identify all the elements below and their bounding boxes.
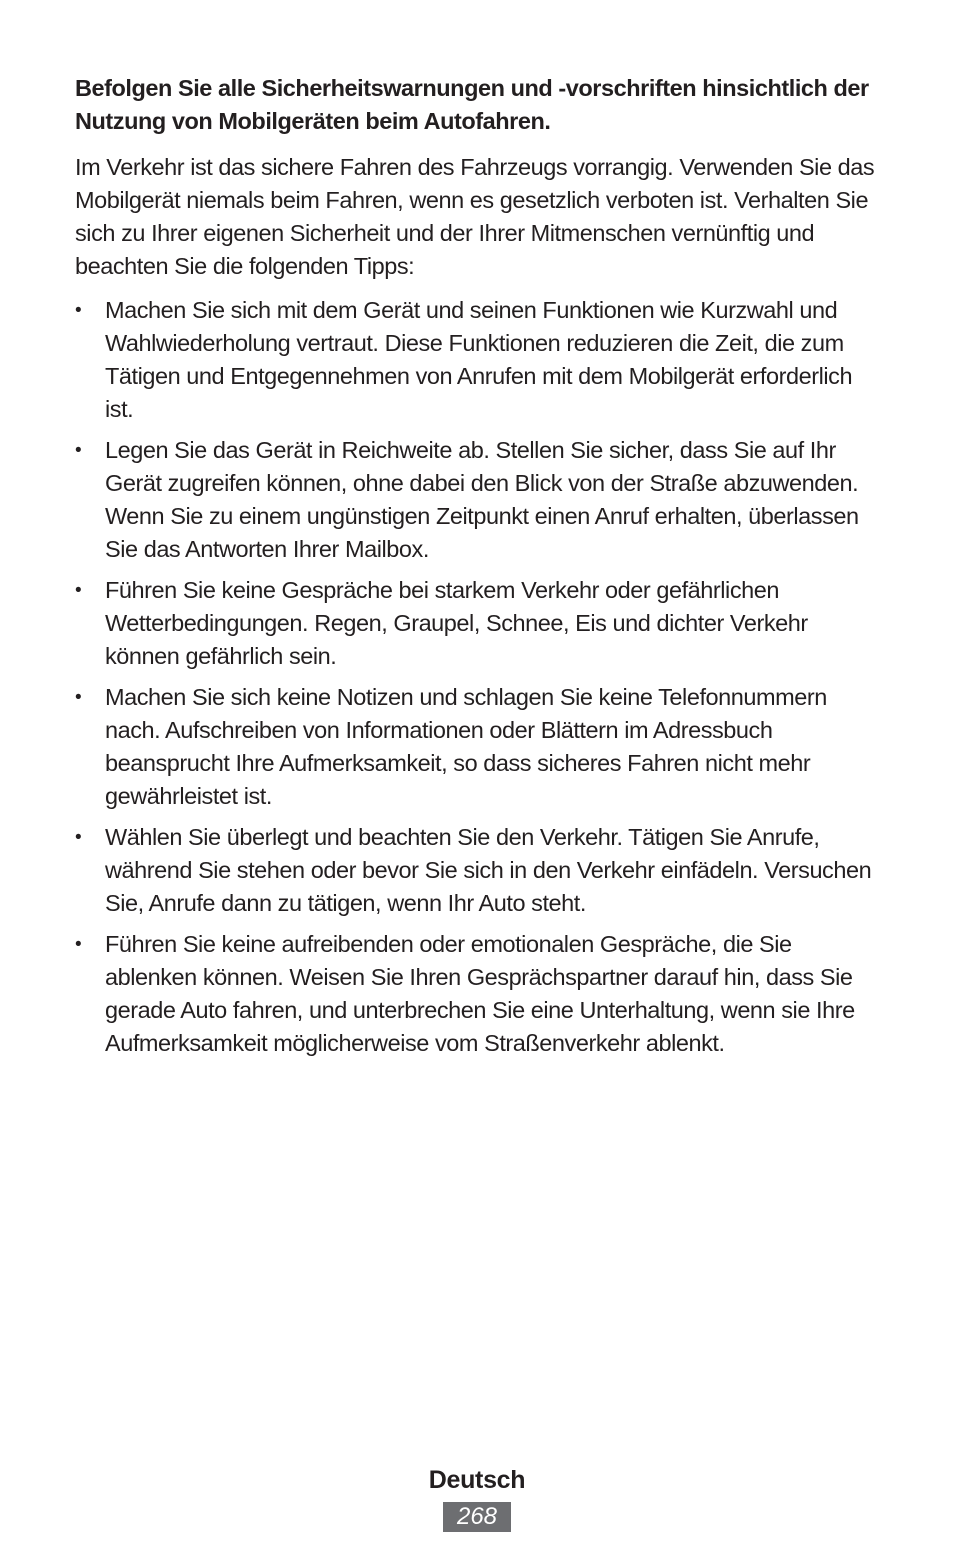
list-item-text: Machen Sie sich keine Notizen und schlagen Sie keine Telefonnummern nach. Aufschreiben von Informationen oder Blättern im Adressbuch beansprucht Ihre Aufmerksamkeit, so dass sicheres Fahren nicht mehr gewährleistet ist. <box>105 684 827 809</box>
section-heading: Befolgen Sie alle Sicherheitswarnungen und -vorschriften hinsichtlich der Nutzung von Mobilgeräten beim Autofahren. <box>75 75 869 134</box>
list-item <box>75 294 875 426</box>
list-item-text: Führen Sie keine aufreibenden oder emotionalen Gespräche, die Sie ablenken können. Weisen Sie Ihren Gesprächspartner darauf hin, dass Sie gerade Auto fahren, und unterbrechen Sie eine Unterhaltung, wenn sie Ihre Aufmerksamkeit möglicherweise vom Straßenverkehr ablenkt. <box>105 931 855 1056</box>
list-item <box>75 681 875 813</box>
list-item-text: Machen Sie sich mit dem Gerät und seinen Funktionen wie Kurzwahl und Wahlwiederholung vertraut. Diese Funktionen reduzieren die Zeit, die zum Tätigen und Entgegennehmen von Anrufen mit dem Mobilgerät erforderlich ist. <box>105 297 853 422</box>
list-item <box>75 928 875 1060</box>
bullet-marker: • <box>75 827 82 848</box>
list-item <box>75 821 875 920</box>
page-number: 268 <box>443 1502 511 1532</box>
list-item-text: Führen Sie keine Gespräche bei starkem Verkehr oder gefährlichen Wetterbedingungen. Regen, Graupel, Schnee, Eis und dichter Verkehr können gefährlich sein. <box>105 577 808 669</box>
bullet-marker: • <box>75 440 82 461</box>
intro-paragraph: Im Verkehr ist das sichere Fahren des Fahrzeugs vorrangig. Verwenden Sie das Mobilgerät niemals beim Fahren, wenn es gesetzlich verboten ist. Verhalten Sie sich zu Ihrer eigenen Sicherheit und der Ihrer Mitmenschen vernünftig und beachten Sie die folgenden Tipps: <box>75 154 875 279</box>
bullet-marker: • <box>75 300 82 321</box>
document-page <box>75 72 875 1068</box>
bullet-marker: • <box>75 687 82 708</box>
bullet-marker: • <box>75 580 82 601</box>
list-item <box>75 434 875 566</box>
tips-list <box>75 294 875 1060</box>
footer-language: Deutsch <box>428 1466 526 1494</box>
list-item-text: Wählen Sie überlegt und beachten Sie den Verkehr. Tätigen Sie Anrufe, während Sie stehen oder bevor Sie sich in den Verkehr einfädeln. Versuchen Sie, Anrufe dann zu tätigen, wenn Ihr Auto steht. <box>105 824 872 916</box>
list-item <box>75 574 875 673</box>
list-item-text: Legen Sie das Gerät in Reichweite ab. Stellen Sie sicher, dass Sie auf Ihr Gerät zugreifen können, ohne dabei den Blick von der Straße abzuwenden. Wenn Sie zu einem ungünstigen Zeitpunkt einen Anruf erhalten, überlassen Sie das Antworten Ihrer Mailbox. <box>105 437 859 562</box>
bullet-marker: • <box>75 934 82 955</box>
page-footer <box>0 1462 954 1532</box>
